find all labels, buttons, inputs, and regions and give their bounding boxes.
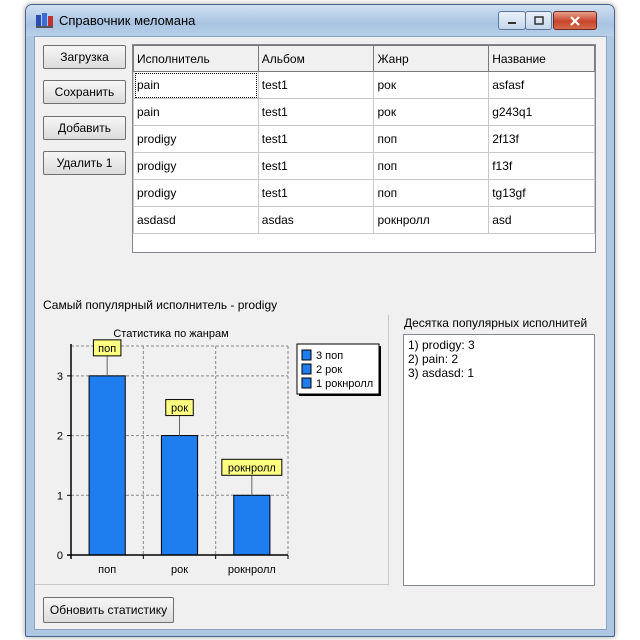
x-tick-label: поп: [98, 564, 117, 576]
data-grid[interactable]: [132, 44, 596, 253]
list-item[interactable]: 2) pain: 2: [408, 352, 459, 366]
y-tick-label: 2: [56, 430, 63, 443]
bar-поп[interactable]: [89, 376, 125, 555]
table-cell[interactable]: g243q1: [489, 99, 595, 126]
y-tick-label: 1: [56, 490, 63, 503]
table-cell[interactable]: test1: [258, 72, 374, 99]
table-cell[interactable]: pain: [134, 72, 259, 99]
delete-button[interactable]: Удалить 1: [43, 151, 126, 175]
list-item[interactable]: 1) prodigy: 3: [408, 338, 475, 352]
table-cell[interactable]: prodigy: [134, 153, 259, 180]
bar-рок[interactable]: [161, 436, 197, 555]
legend-swatch: [302, 350, 311, 360]
add-button[interactable]: Добавить: [43, 116, 126, 140]
table-cell[interactable]: поп: [374, 153, 489, 180]
minimize-button[interactable]: [498, 11, 526, 30]
column-header-artist[interactable]: Исполнитель: [134, 46, 259, 72]
minimize-icon: [507, 17, 517, 25]
table-cell[interactable]: рок: [374, 99, 489, 126]
table-cell[interactable]: prodigy: [134, 180, 259, 207]
table-cell[interactable]: test1: [258, 99, 374, 126]
save-button[interactable]: Сохранить: [43, 80, 126, 104]
refresh-stats-button[interactable]: Обновить статистику: [43, 597, 174, 623]
genre-chart-panel: [35, 315, 389, 585]
table-cell[interactable]: test1: [258, 180, 374, 207]
table-row[interactable]: [134, 153, 595, 180]
table-cell[interactable]: asdasd: [134, 207, 259, 234]
table-cell[interactable]: рок: [374, 72, 489, 99]
load-button[interactable]: Загрузка: [43, 45, 126, 69]
table-row[interactable]: [134, 126, 595, 153]
popular-artist-label: Самый популярный исполнитель - prodigy: [43, 298, 278, 312]
data-label: рокнролл: [227, 462, 276, 475]
table-cell[interactable]: поп: [374, 180, 489, 207]
title-bar[interactable]: [26, 5, 614, 36]
table-cell[interactable]: 2f13f: [489, 126, 595, 153]
bar-рокнролл[interactable]: [234, 495, 270, 555]
legend-entry: 2 рок: [316, 364, 343, 376]
column-header-title[interactable]: Название: [489, 46, 595, 72]
table-cell[interactable]: prodigy: [134, 126, 259, 153]
table-cell[interactable]: asdas: [258, 207, 374, 234]
table-row[interactable]: [134, 72, 595, 99]
legend-entry: 1 рокнролл: [316, 378, 374, 390]
top-ten-label: Десятка популярных исполнитей: [404, 316, 588, 330]
grid-header-row: [134, 46, 595, 72]
client-area: [34, 36, 607, 630]
legend-swatch: [302, 364, 311, 374]
window-title: Справочник меломана: [59, 13, 196, 28]
table-row[interactable]: [134, 180, 595, 207]
table-cell[interactable]: рокнролл: [374, 207, 489, 234]
data-label: рок: [170, 402, 189, 415]
data-label: поп: [98, 342, 117, 355]
table-row[interactable]: [134, 207, 595, 234]
column-header-genre[interactable]: Жанр: [374, 46, 489, 72]
y-tick-label: 3: [56, 370, 63, 383]
genre-chart: [35, 315, 389, 585]
table-cell[interactable]: tg13gf: [489, 180, 595, 207]
close-button[interactable]: [553, 11, 597, 30]
legend-swatch: [302, 378, 311, 388]
app-icon: [36, 13, 53, 28]
table-cell[interactable]: поп: [374, 126, 489, 153]
column-header-album[interactable]: Альбом: [258, 46, 374, 72]
app-window: [25, 4, 615, 637]
maximize-button[interactable]: [525, 11, 552, 30]
legend-entry: 3 поп: [316, 350, 344, 362]
table-cell[interactable]: test1: [258, 126, 374, 153]
list-item[interactable]: 3) asdasd: 1: [408, 366, 475, 380]
table-cell[interactable]: pain: [134, 99, 259, 126]
chart-title: Статистика по жанрам: [113, 328, 229, 340]
maximize-icon: [534, 16, 544, 25]
x-tick-label: рокнролл: [227, 564, 276, 576]
top-artists-list[interactable]: [403, 334, 595, 586]
y-tick-label: 0: [56, 550, 63, 562]
table-cell[interactable]: asfasf: [489, 72, 595, 99]
table-cell[interactable]: test1: [258, 153, 374, 180]
x-tick-label: рок: [170, 564, 189, 576]
table-cell[interactable]: f13f: [489, 153, 595, 180]
table-cell[interactable]: asd: [489, 207, 595, 234]
table-row[interactable]: [134, 99, 595, 126]
close-icon: [569, 16, 581, 26]
